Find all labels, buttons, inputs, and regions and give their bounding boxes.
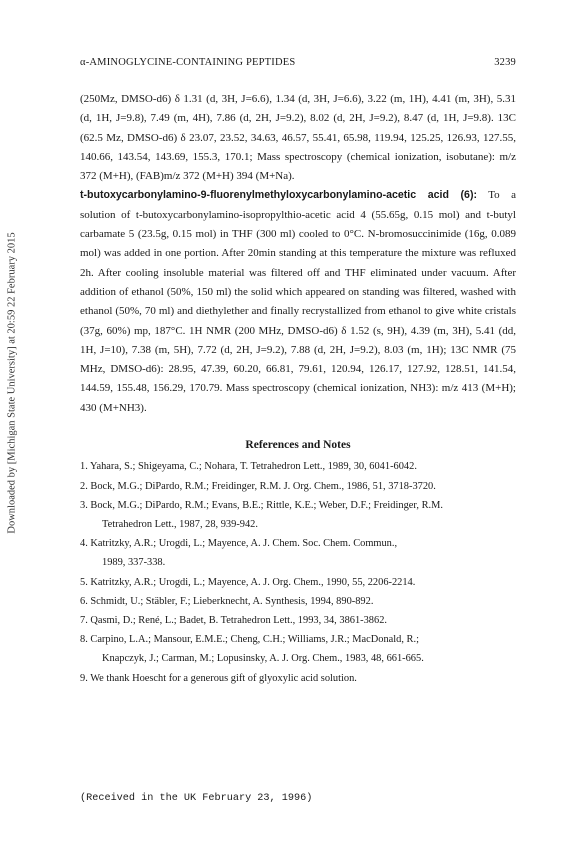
reference-item: 6. Schmidt, U.; Stäbler, F.; Lieberknecht, A. Synthesis, 1994, 890-892. [80, 595, 374, 607]
reference-item: 3. Bock, M.G.; DiPardo, R.M.; Evans, B.E.; Rittle, K.E.; Weber, D.F.; Freidinger, R.M. Tetrahedron Lett., 1987, 28, 939-942. [80, 496, 516, 534]
page-number: 3239 [494, 57, 516, 68]
running-title: α-AMINOGLYCINE-CONTAINING PEPTIDES [80, 57, 296, 68]
reference-continuation: Tetrahedron Lett., 1987, 28, 939-942. [102, 518, 258, 530]
download-watermark [3, 153, 21, 613]
reference-item: 7. Qasmi, D.; René, L.; Badet, B. Tetrahedron Lett., 1993, 34, 3861-3862. [80, 614, 387, 626]
compound-title: t-butoxycarbonylamino-9-fluorenylmethyloxycarbonylamino-acetic acid (6): [80, 189, 478, 202]
experimental-paragraph [80, 186, 516, 418]
experimental-text: To a solution of t-butoxycarbonylamino-isopropylthio-acetic acid 4 (55.65g, 0.15 mol) and t-butyl carbamate 5 (23.5g, 0.15 mol) in THF (300 ml) cooled to 0°C. N-bromosuccinimide (16g, 0.089 mol) was added in one portion. After 20min standing at this temperature the mixture was refluxed 2h. After cooling insoluble material was filtered off and THF eliminated under vacuum. After addition of ethanol (50%, 150 ml) the solid which appeared on standing was filtered, washed with ethanol (50%, 70 ml) and diethylether and finally recrystallized from ethanol to give white cristals (37g, 60%) mp, 187°C. 1H NMR (200 MHz, DMSO-d6) δ 1.52 (s, 9H), 4.39 (m, 3H), 5.41 (dd, 1H, J=10), 7.38 (m, 5H), 7.72 (d, 2H, J=9.2), 7.88 (d, 2H, J=9.2), 8.03 (m, 1H); 13C NMR (75 MHz, DMSO-d6): 28.95, 47.39, 60.20, 66.81, 79.61, 120.94, 126.17, 127.92, 128.51, 141.54, 144.59, 155.48, 156.29, 170.79. Mass spectroscopy (chemical ionization, NH3): m/z 413 (M+H); 430 (M+NH3). [80, 189, 516, 414]
reference-continuation: Knapczyk, J.; Carman, M.; Lopusinsky, A. J. Org. Chem., 1983, 48, 661-665. [102, 653, 424, 665]
running-header [80, 57, 516, 68]
reference-item: 9. We thank Hoescht for a generous gift of glyoxylic acid solution. [80, 672, 357, 684]
received-date: (Received in the UK February 23, 1996) [80, 793, 313, 804]
page-body [80, 90, 516, 688]
spectral-data-paragraph: (250Mz, DMSO-d6) δ 1.31 (d, 3H, J=6.6), 1.34 (d, 3H, J=6.6), 3.22 (m, 1H), 4.41 (m, 3H), 5.31 (d, 1H, J=9.8), 7.49 (m, 4H), 7.86 (d, 2H, J=9.2), 8.02 (d, 2H, J=9.2), 8.47 (d, 1H, J=9.8). 13C (62.5 Mz, DMSO-d6) δ 23.07, 23.52, 34.63, 46.57, 55.41, 65.98, 119.94, 125.25, 126.93, 127.55, 140.66, 143.54, 143.69, 155.3, 170.1; Mass spectroscopy (chemical ionization, isobutane): m/z 372 (M+H), (FAB)m/z 372 (M+H) 394 (M+Na). [80, 93, 516, 183]
reference-item: 5. Katritzky, A.R.; Urogdi, L.; Mayence, A. J. Org. Chem., 1990, 55, 2206-2214. [80, 576, 416, 588]
references-heading: References and Notes [245, 439, 351, 452]
reference-item: 4. Katritzky, A.R.; Urogdi, L.; Mayence, A. J. Chem. Soc. Chem. Commun., 1989, 337-338. [80, 534, 516, 572]
reference-item: 8. Carpino, L.A.; Mansour, E.M.E.; Cheng, C.H.; Williams, J.R.; MacDonald, R.; Knapczyk, J.; Carman, M.; Lopusinsky, A. J. Org. Chem., 1983, 48, 661-665. [80, 630, 516, 668]
references-list [80, 457, 516, 687]
download-watermark-text: Downloaded by [Michigan State University] at 20:59 22 February 2015 [6, 232, 18, 534]
reference-item: 2. Bock, M.G.; DiPardo, R.M.; Freidinger, R.M. J. Org. Chem., 1986, 51, 3718-3720. [80, 480, 436, 492]
reference-continuation: 1989, 337-338. [102, 557, 166, 569]
reference-item: 1. Yahara, S.; Shigeyama, C.; Nohara, T. Tetrahedron Lett., 1989, 30, 6041-6042. [80, 461, 417, 473]
